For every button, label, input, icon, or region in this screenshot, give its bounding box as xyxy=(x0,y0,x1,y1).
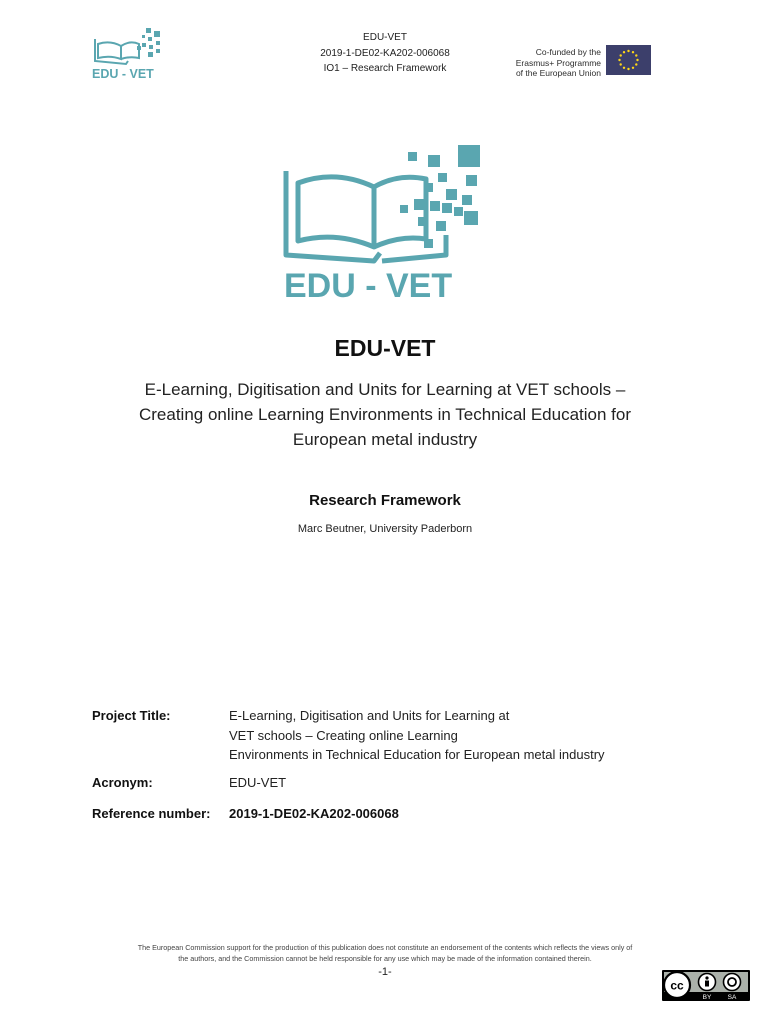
header-line-reference: 2019-1-DE02-KA202-006068 xyxy=(320,47,450,59)
document-title: EDU-VET xyxy=(334,335,436,361)
edu-vet-logo xyxy=(278,143,483,303)
project-title-label: Project Title: xyxy=(92,708,171,723)
eu-text-line1: Co-funded by the xyxy=(535,47,601,57)
cc-sa-label: SA xyxy=(727,994,737,1001)
subtitle-line3: European metal industry xyxy=(292,430,478,449)
section-title: Research Framework xyxy=(309,492,461,509)
eu-star xyxy=(620,63,622,65)
reference-number-value: 2019-1-DE02-KA202-006068 xyxy=(229,806,399,821)
eu-star xyxy=(636,59,638,61)
eu-star xyxy=(627,68,629,70)
eu-star xyxy=(623,67,625,69)
eu-flag-icon xyxy=(606,45,651,75)
cc-by-sa-badge xyxy=(662,970,750,1001)
eu-star xyxy=(635,63,637,65)
cc-icon xyxy=(664,972,690,998)
page-number: -1- xyxy=(378,966,392,978)
reference-number-label: Reference number: xyxy=(92,806,211,821)
svg-text:cc: cc xyxy=(670,978,684,993)
header-line-project: EDU-VET xyxy=(363,32,407,43)
logo-text: EDU - VET xyxy=(284,267,453,303)
open-book xyxy=(286,171,446,261)
eu-star xyxy=(618,59,620,61)
eu-star xyxy=(632,51,634,53)
eu-star xyxy=(627,50,629,52)
eu-text-line2: Erasmus+ Programme xyxy=(515,57,601,68)
project-title-line3: Environments in Technical Education for European metal industry xyxy=(229,747,605,762)
header-edu-vet-logo xyxy=(90,26,170,82)
pixel-squares xyxy=(400,145,480,248)
project-title-value xyxy=(229,706,605,765)
eu-star xyxy=(620,54,622,56)
eu-star xyxy=(635,54,637,56)
share-alike-icon xyxy=(724,974,741,991)
eu-cofunding-text xyxy=(440,47,601,79)
subtitle-line1: E-Learning, Digitisation and Units for Learning at VET schools – xyxy=(144,380,626,399)
header-line-output: IO1 – Research Framework xyxy=(323,63,447,74)
project-title-line1: E-Learning, Digitisation and Units for Learning at xyxy=(229,708,510,723)
eu-text-line3: of the European Union xyxy=(515,68,601,78)
cc-by-label: BY xyxy=(702,994,712,1001)
project-title-line2: VET schools – Creating online Learning xyxy=(229,727,458,743)
eu-star xyxy=(632,67,634,69)
subtitle-line2: Creating online Learning Environments in Technical Education for xyxy=(138,405,632,424)
acronym-label: Acronym: xyxy=(92,775,153,790)
header-logo-text: EDU - VET xyxy=(92,67,154,81)
eu-disclaimer xyxy=(60,942,710,964)
author-line: Marc Beutner, University Paderborn xyxy=(297,523,473,535)
acronym-value: EDU-VET xyxy=(229,775,287,790)
attribution-icon xyxy=(699,974,716,991)
disclaimer-line1: The European Commission support for the production of this publication does not constitute an endorsement of the contents which reflects the views only of xyxy=(137,943,633,952)
eu-star xyxy=(623,51,625,53)
disclaimer-line2: the authors, and the Commission cannot be held responsible for any use which may be made of the information contained therein. xyxy=(178,954,592,963)
document-subtitle xyxy=(100,377,670,452)
